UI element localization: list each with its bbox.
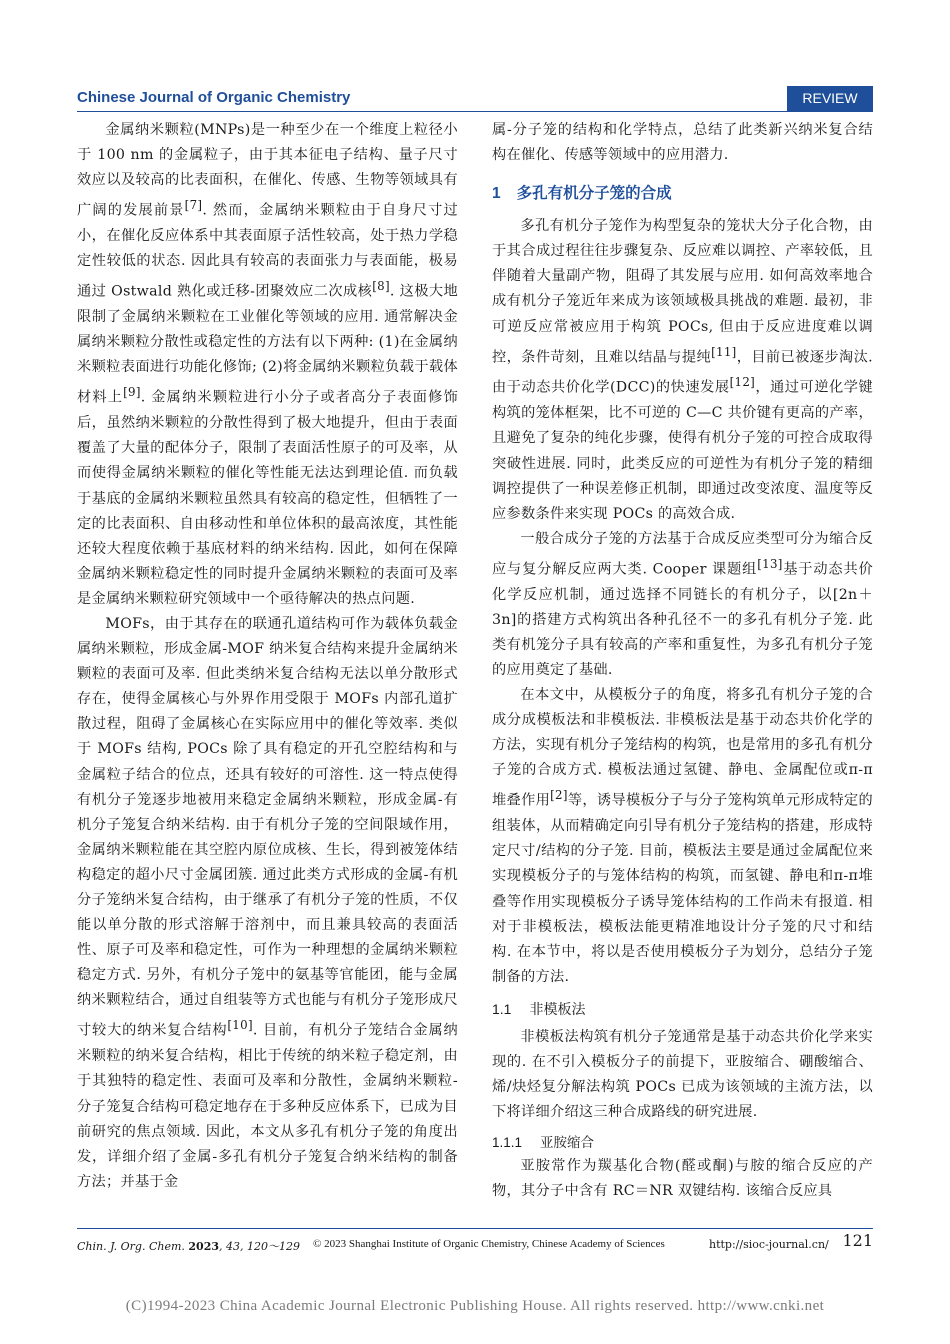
paragraph: 在本文中，从模板分子的角度，将多孔有机分子笼的合成分成模板法和非模板法. 非模板法是基于动态共价化学的方法，实现有机分子笼结构的构筑，也是常用的多孔有机分子笼的合成方式. 模板法通过氢键、静电、金属配位或π-π堆叠作用[2]等，诱导模板分子与分子笼构筑单元形成特定的组装体，从而精确定向引导有机分子笼结构的搭建，形成特定尺寸/结构的分子笼. 目前，模板法主要是通过金属配位来实现模板分子的与笼体结构的构筑，而氢键、静电和π-π堆叠等作用实现模板分子诱导笼体结构的工作尚未有报道. 相对于非模板法，模板法能更精准地设计分子笼的尺寸和结构. 在本节中，将以是否使用模板分子为划分，总结分子笼制备的方法. [492,687,873,985]
citation-ref: [8] [372,279,390,294]
citation-ref: [2] [550,788,568,803]
citation-ref: [10] [227,1018,253,1033]
page-footer [77,1233,873,1253]
right-column [492,118,873,1205]
citation-ref: [12] [729,375,756,390]
paragraph: MOFs，由于其存在的联通孔道结构可作为载体负载金属纳米颗粒，形成金属-MOF 纳米复合结构来提升金属纳米颗粒的表面可及率. 但此类纳米复合结构无法以单分散形式存在，使得金属核心与外界作用受限于 MOFs 内部孔道扩散过程，阻碍了金属核心在实际应用中的催化等效率. 类似于 MOFs 结构, POCs 除了具有稳定的开孔空腔结构和与金属粒子结合的位点，还具有较好的可溶性. 这一特点使得有机分子笼逐步地被用来稳定金属纳米颗粒，形成金属-有机分子笼复合纳米结构. 由于有机分子笼的空间限域作用，金属纳米颗粒能在其空腔内原位成核、生长，得到被笼体结构稳定的超小尺寸金属团簇. 通过此类方式形成的金属-有机分子笼纳米复合结构，由于继承了有机分子笼的性质，不仅能以单分散的形式溶解于溶剂中，而且兼具较高的表面活性、原子可及率和稳定性，可作为一种理想的金属纳米颗粒稳定方式. 另外，有机分子笼中的氨基等官能团，能与金属纳米颗粒结合，通过自组装等方式也能与有机分子笼形成尺寸较大的纳米复合结构[10]. 目前，有机分子笼结合金属纳米颗粒的纳米复合结构，相比于传统的纳米粒子稳定剂，由于其独特的稳定性、表面可及率和分散性，金属纳米颗粒-分子笼复合结构可稳定地存在于多种反应体系下，已成为目前研究的焦点领域. 因此，本文从多孔有机分子笼的角度出发，详细介绍了金属-多孔有机分子笼复合纳米结构的制备方法；并基于金 [77,615,458,1190]
paragraph-continuation: 属-分子笼的结构和化学特点，总结了此类新兴纳米复合结构在催化、传感等领域中的应用潜力. [492,122,873,164]
citation-ref: [13] [757,556,783,571]
left-column [77,118,458,1195]
subsection-heading: 1.1 非模板法 [492,1000,586,1017]
paragraph: 亚胺常作为羰基化合物(醛或酮)与胺的缩合反应的产物，其分子中含有 RC＝NR 双键结构. 该缩合反应具 [492,1158,873,1200]
journal-url[interactable]: http://sioc-journal.cn/ [709,1238,829,1251]
cnki-watermark: (C)1994-2023 China Academic Journal Electronic Publishing House. All rights reserved. http://www.cnki.net [125,1298,825,1314]
citation-ref: [7] [184,198,203,213]
page-header [77,86,873,111]
citation-ref: [11] [711,344,737,359]
paragraph: 多孔有机分子笼作为构型复杂的笼状大分子化合物，由于其合成过程往往步骤复杂、反应难以调控、产率较低，且伴随着大量副产物，阻碍了其发展与应用. 如何高效率地合成有机分子笼近年来成为该领域极具挑战的难题. 最初，非可逆反应常被应用于构筑 POCs, 但由于反应进度难以调控，条件苛刻，且难以结晶与提纯[11]，目前已被逐步淘汰. 由于动态共价化学(DCC)的快速发展[12]，通过可逆化学键构筑的笼体框架，比不可逆的 C—C 共价键有更高的产率，且避免了复杂的纯化步骤，使得有机分子笼的可控合成取得突破性进展. 同时，此类反应的可逆性为有机分子笼的精细调控提供了一种误差修正机制，即通过改变浓度、温度等反应参数条件来实现 POCs 的高效合成. [492,218,874,522]
paragraph: 金属纳米颗粒(MNPs)是一种至少在一个维度上粒径小于 100 nm 的金属粒子，由于其本征电子结构、量子尺寸效应以及较高的比表面积，在催化、传感、生物等领域具有广阔的发展前景[7]. 然而，金属纳米颗粒由于自身尺寸过小，在催化反应体系中其表面原子活性较高，处于热力学稳定性较低的状态. 因此具有较高的表面张力与表面能，极易通过 Ostwald 熟化或迁移-团聚效应二次成核[8]. 这极大地限制了金属纳米颗粒在工业催化等领域的应用. 通常解决金属纳米颗粒分散性或稳定性的方法有以下两种: (1)在金属纳米颗粒表面进行功能化修饰; (2)将金属纳米颗粒负载于载体材料上[9]. 金属纳米颗粒进行小分子或者高分子表面修饰后，虽然纳米颗粒的分散性得到了极大地提升，但由于表面覆盖了大量的配体分子，限制了表面活性原子的可及率，从而使得金属纳米颗粒的催化等性能无法达到理论值. 而负载于基底的金属纳米颗粒虽然具有较高的稳定性，但牺牲了一定的比表面积、自由移动性和单位体积的最高浓度，其性能还较大程度依赖于基底材料的纳米结构. 因此，如何在保障金属纳米颗粒稳定性的同时提升金属纳米颗粒的表面可及率是金属纳米颗粒研究领域中一个亟待解决的热点问题. [77,122,459,607]
copyright: © 2023 Shanghai Institute of Organic Chemistry, Chinese Academy of Sciences [313,1238,665,1250]
page-number: 121 [842,1231,873,1250]
journal-title: Chinese Journal of Organic Chemistry [77,89,351,106]
footer-rule [77,1228,873,1229]
citation-ref: [9] [123,385,141,400]
citation-line: Chin. J. Org. Chem. 2023, 43, 120～129 [77,1240,301,1253]
article-type-badge: REVIEW [787,86,873,111]
subsubsection-heading: 1.1.1 亚胺缩合 [492,1135,595,1151]
paragraph: 一般合成分子笼的方法基于合成反应类型可分为缩合反应与复分解反应两大类. Cooper 课题组[13]基于动态共价化学反应机制，通过选择不同链长的有机分子，以[2n＋3n]的搭建方式构筑出各种孔径不一的多孔有机分子笼. 此类有机笼分子具有较高的产率和重复性，为多孔有机分子笼的应用奠定了基础. [492,530,873,678]
section-heading: 1 多孔有机分子笼的合成 [492,185,672,203]
header-rule [77,111,873,112]
paragraph: 非模板法构筑有机分子笼通常是基于动态共价化学来实现的. 在不引入模板分子的前提下，亚胺缩合、硼酸缩合、烯/炔烃复分解法构筑 POCs 已成为该领域的主流方法，以下将详细介绍这三种合成路线的研究进展. [492,1028,873,1121]
